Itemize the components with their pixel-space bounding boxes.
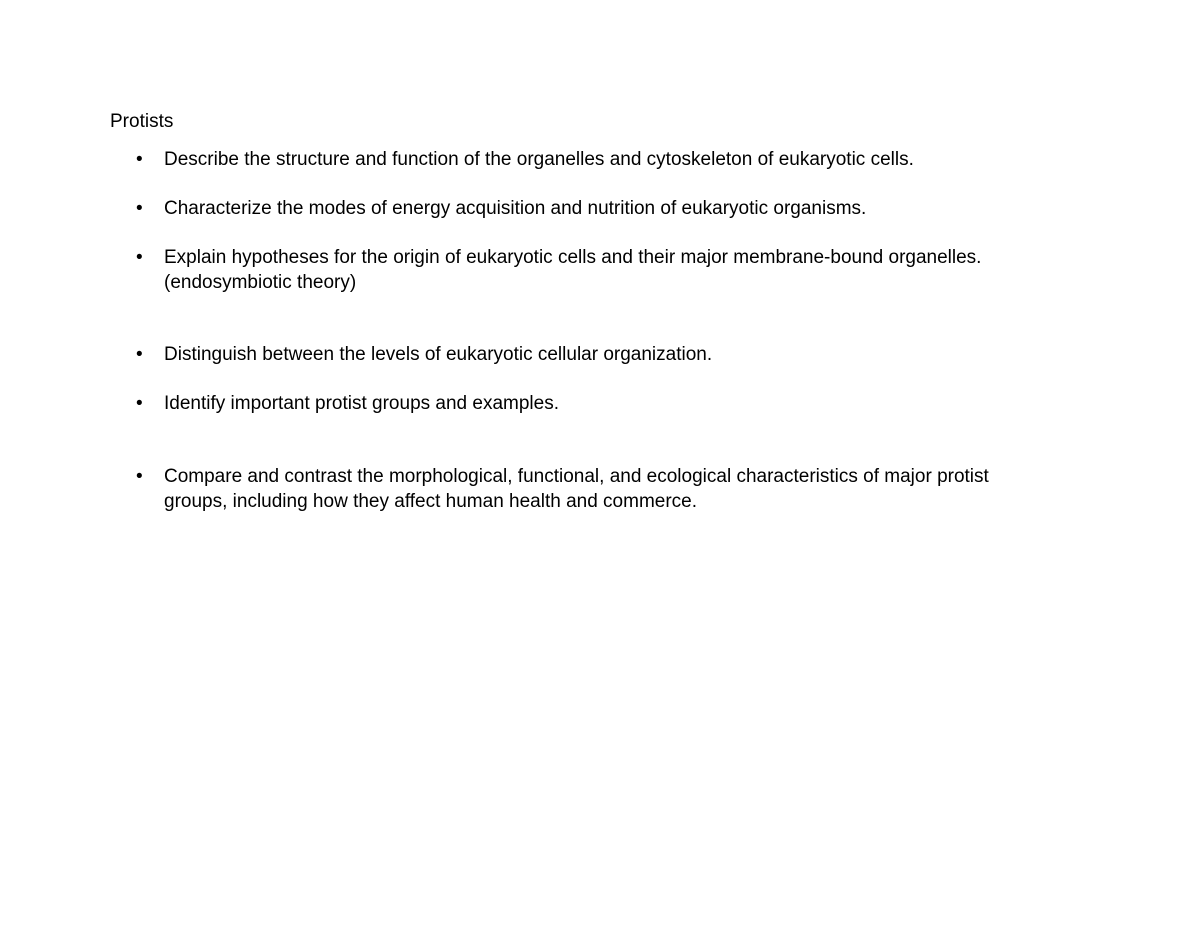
bullet-icon: • xyxy=(136,344,143,365)
objective-text-line: Distinguish between the levels of eukaryotic cellular organization. xyxy=(164,344,713,365)
objective-text-line: Describe the structure and function of the organelles and cytoskeleton of eukaryotic cells. xyxy=(164,149,914,170)
bullet-icon: • xyxy=(136,149,143,170)
list-item xyxy=(136,197,1096,222)
bullet-icon: • xyxy=(136,393,143,414)
objective-text-line: groups, including how they affect human health and commerce. xyxy=(164,490,698,512)
objective-text-line: Characterize the modes of energy acquisition and nutrition of eukaryotic organisms. xyxy=(164,198,867,219)
objective-text-line: Identify important protist groups and examples. xyxy=(164,393,559,414)
bullet-icon: • xyxy=(136,466,143,487)
list-item xyxy=(136,148,1096,173)
list-item xyxy=(136,392,1096,417)
list-item xyxy=(136,343,1096,368)
list-item xyxy=(136,246,1096,295)
page-title: Protists xyxy=(110,111,174,132)
objective-text-line: Explain hypotheses for the origin of eukaryotic cells and their major membrane-bound organelles. xyxy=(164,247,982,268)
objective-text-line: Compare and contrast the morphological, functional, and ecological characteristics of major protist xyxy=(164,466,989,487)
bullet-icon: • xyxy=(136,247,143,268)
objective-text-line: (endosymbiotic theory) xyxy=(164,271,357,293)
bullet-icon: • xyxy=(136,198,143,219)
list-item xyxy=(136,465,1096,514)
